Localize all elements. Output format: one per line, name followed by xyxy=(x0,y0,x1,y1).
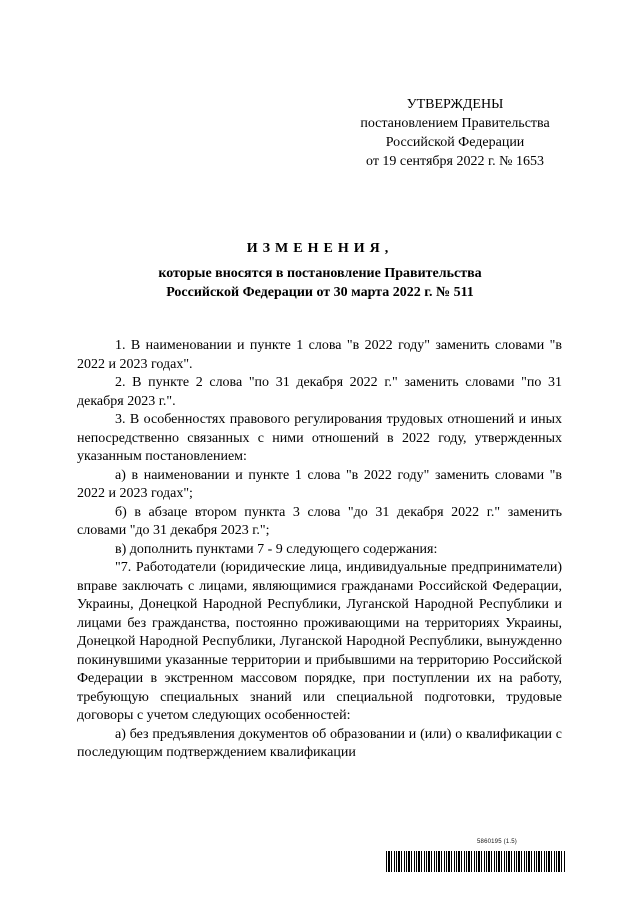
footer-code: 5860195 (1.5) xyxy=(477,839,517,845)
document-subtitle xyxy=(0,264,640,302)
document-body xyxy=(77,337,562,763)
paragraph: а) в наименовании и пункте 1 слова "в 2022 году" заменить словами "в 2022 и 2023 годах"; xyxy=(77,467,562,501)
barcode xyxy=(386,851,566,872)
paragraph: б) в абзаце втором пункта 3 слова "до 31 декабря 2022 г." заменить словами "до 31 декабря 2023 г."; xyxy=(77,504,562,538)
paragraph: в) дополнить пунктами 7 - 9 следующего содержания: xyxy=(115,541,438,557)
document-title: ИЗМЕНЕНИЯ, xyxy=(246,241,394,256)
approval-heading: УТВЕРЖДЕНЫ xyxy=(406,97,504,112)
approval-line: постановлением Правительства xyxy=(360,116,550,131)
paragraph: 1. В наименовании и пункте 1 слова "в 2022 году" заменить словами "в 2022 и 2023 годах". xyxy=(77,338,562,372)
approval-block xyxy=(330,95,580,171)
paragraph: а) без предъявления документов об образовании и (или) о квалификации с последующим подтверждением квалификации xyxy=(77,726,562,760)
subtitle-line: Российской Федерации от 30 марта 2022 г. № 511 xyxy=(166,285,474,300)
subtitle-line: которые вносятся в постановление Правительства xyxy=(158,266,482,281)
paragraph: "7. Работодатели (юридические лица, индивидуальные предприниматели) вправе заключать с лицами, являющимися гражданами Российской Федерации, Украины, Донецкой Народной Республики, Луганской Народной Республики и лицами без гражданства, постоянно проживающими на территориях Украины, Донецкой Народной Республики, Луганской Народной Республики, вынужденно покинувшими указанные территории и прибывшими на территорию Российской Федерации в экстренном массовом порядке, при поступлении их на работу, требующую специальных знаний или специальной подготовки, трудовые договоры с учетом следующих особенностей: xyxy=(77,560,562,723)
approval-line: от 19 сентября 2022 г. № 1653 xyxy=(366,154,544,169)
paragraph: 2. В пункте 2 слова "по 31 декабря 2022 г." заменить словами "по 31 декабря 2023 г.". xyxy=(77,375,562,409)
approval-line: Российской Федерации xyxy=(385,135,525,150)
paragraph: 3. В особенностях правового регулирования трудовых отношений и иных непосредственно связанных с ними отношений в 2022 году, утвержденных указанным постановлением: xyxy=(77,412,562,464)
